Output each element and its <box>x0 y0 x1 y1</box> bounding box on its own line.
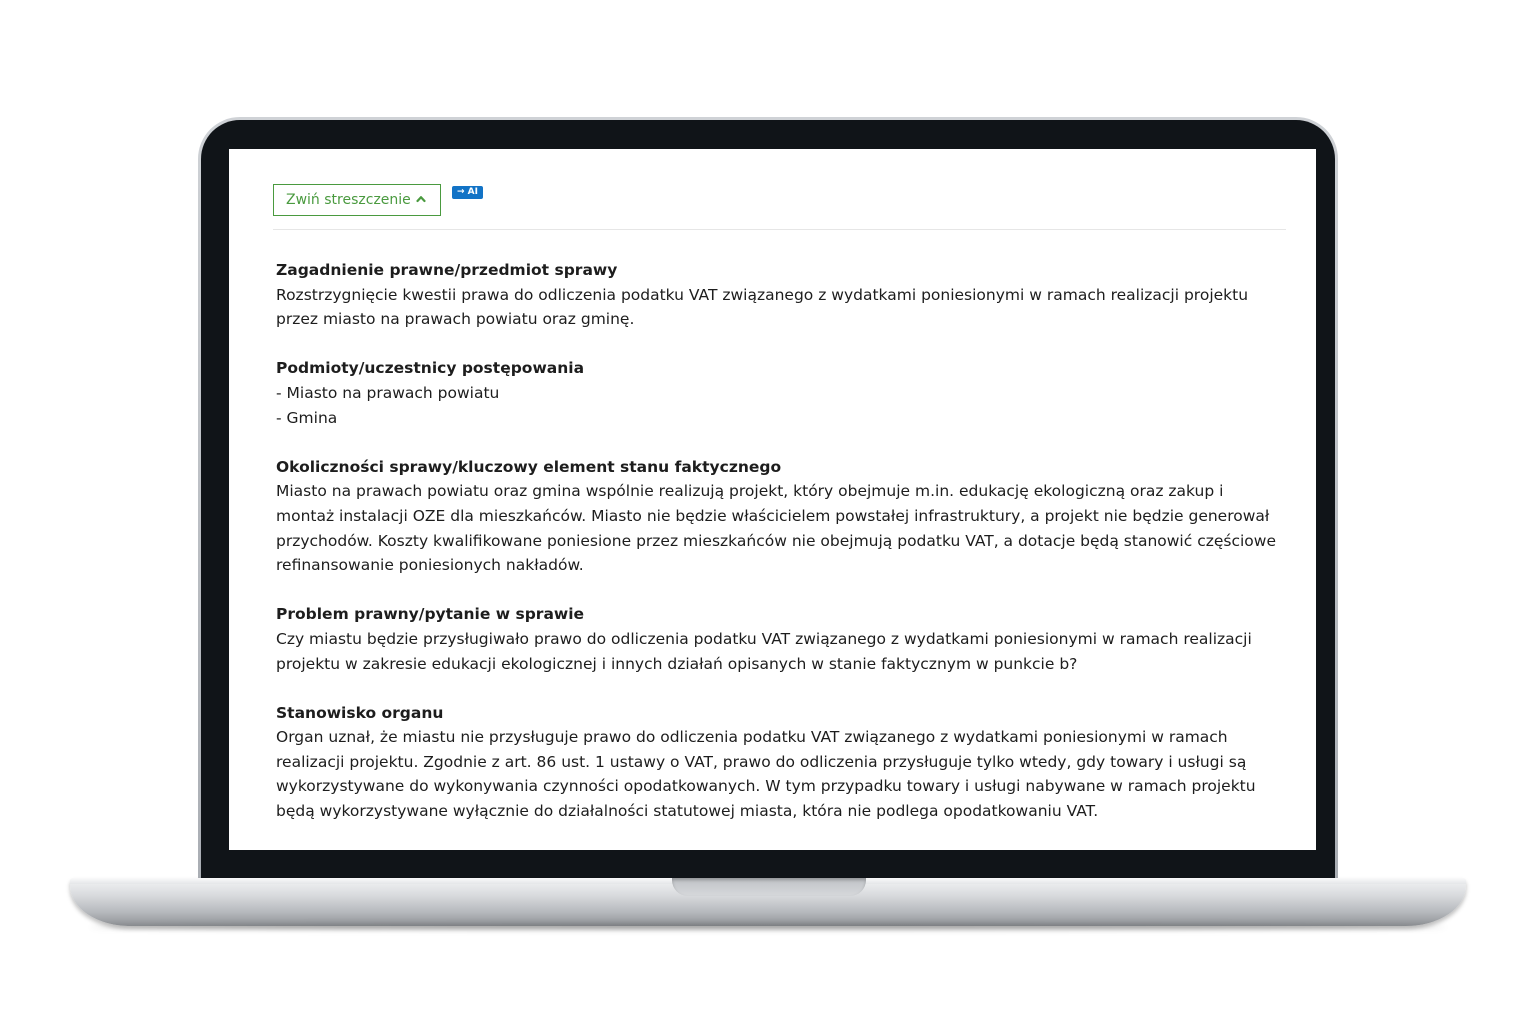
section-body: Organ uznał, że miastu nie przysługuje prawo do odliczenia podatku VAT związanego z wydatkami poniesionymi w ramach realizacji projektu. Zgodnie z art. 86 ust. 1 ustawy o VAT, prawo do odliczenia przysługuje tylko wtedy, gdy towary i usługi są wykorzystywane do wykonywania czynności opodatkowanych. W tym przypadku towary i usługi nabywane w ramach projektu będą wykorzystywane wyłącznie do działalności statutowej miasta, która nie podlega opodatkowaniu VAT. <box>276 728 1256 821</box>
section-authority-position <box>276 701 1276 824</box>
laptop-screen <box>229 149 1316 850</box>
participants-list <box>276 381 1276 430</box>
section-participants <box>276 356 1276 430</box>
collapse-summary-button[interactable] <box>273 184 441 216</box>
summary-content <box>276 258 1276 848</box>
section-legal-issue <box>276 258 1276 332</box>
list-item: - Gmina <box>276 406 1276 431</box>
laptop-notch <box>672 878 866 896</box>
section-heading: Problem prawny/pytanie w sprawie <box>276 605 585 624</box>
section-legal-question <box>276 602 1276 676</box>
section-body: Czy miastu będzie przysługiwało prawo do odliczenia podatku VAT związanego z wydatkami poniesionymi w ramach realizacji projektu w zakresie edukacji ekologicznej i innych działań opisanych w stanie faktycznym w punkcie b? <box>276 629 1252 673</box>
section-heading: Okoliczności sprawy/kluczowy element stanu faktycznego <box>276 457 782 476</box>
collapse-summary-label: Zwiń streszczenie <box>286 192 411 208</box>
section-body: Miasto na prawach powiatu oraz gmina wspólnie realizują projekt, który obejmuje m.in. edukację ekologiczną oraz zakup i montaż instalacji OZE dla mieszkańców. Miasto nie będzie właścicielem powstałej infrastruktury, a projekt nie będzie generował przychodów. Koszty kwalifikowane poniesione przez mieszkańców nie obejmują podatku VAT, a dotacje będą stanowić częściowe refinansowanie poniesionych nakładów. <box>276 482 1276 575</box>
section-heading: Podmioty/uczestnicy postępowania <box>276 359 585 378</box>
laptop-shadow <box>90 924 1446 930</box>
ai-badge: → AI <box>452 186 483 199</box>
section-body: Rozstrzygnięcie kwestii prawa do odliczenia podatku VAT związanego z wydatkami poniesionymi w ramach realizacji projektu przez miasto na prawach powiatu oraz gminę. <box>276 285 1249 329</box>
section-heading: Stanowisko organu <box>276 703 444 722</box>
summary-toolbar <box>273 184 1286 230</box>
section-heading: Zagadnienie prawne/przedmiot sprawy <box>276 261 618 279</box>
list-item: - Miasto na prawach powiatu <box>276 381 1276 406</box>
chevron-up-icon <box>416 194 426 204</box>
section-circumstances <box>276 455 1276 578</box>
